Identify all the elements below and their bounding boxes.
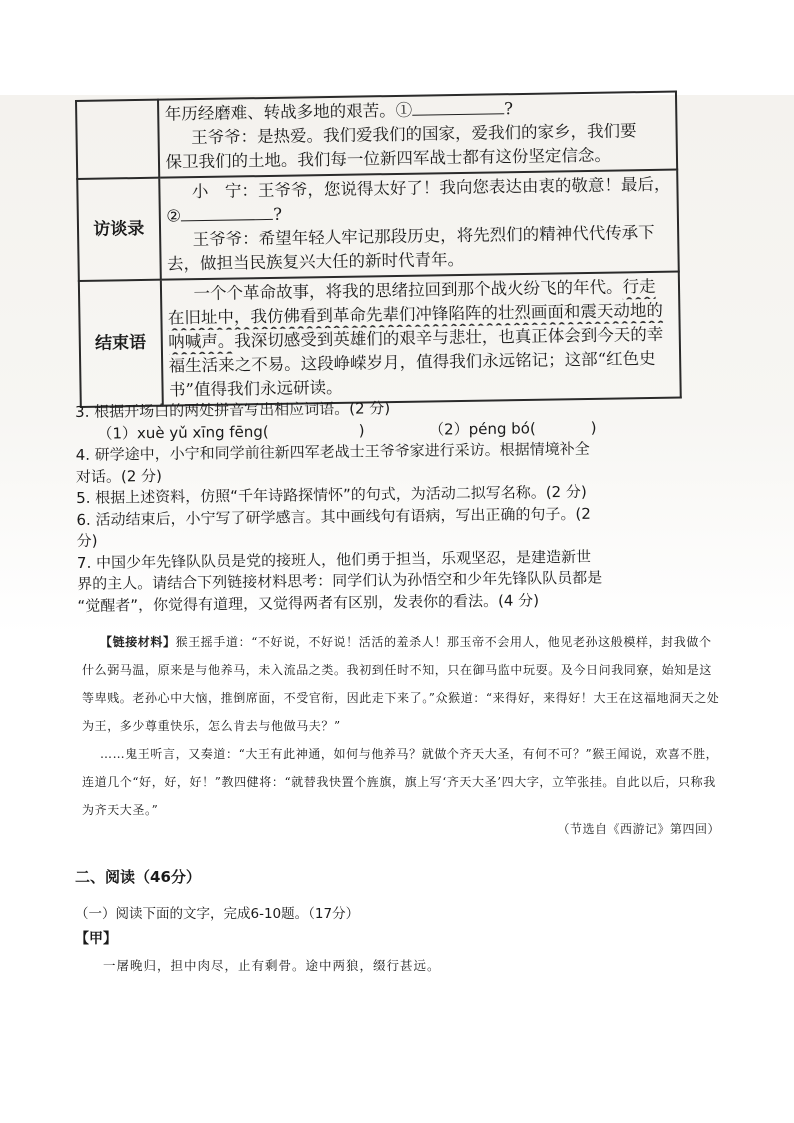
link-material-paragraph-2: ……鬼王听言，又奏道：“大王有此神通，如何与他养马？就做个齐天大圣，有何不可？”猴王闻说，欢喜不胜，连道几个“好，好，好！”教四健将：“就替我快置个旌旗，旗上写‘齐天大圣’四大字，立竿张挂。自此以后，只称我为齐天大圣。” [82, 747, 719, 817]
question-5: 5. 根据上述资料，仿照“千年诗路探情怀”的句式，为活动二拟写名称。(2 分) [76, 482, 587, 507]
question-7-line-3: “觉醒者”，你觉得有道理，又觉得两者有区别，发表你的看法。(4 分) [77, 590, 540, 615]
question-mark: ? [272, 204, 283, 224]
line-text: 书”值得我们永远研读。 [168, 377, 343, 400]
row-label: 结束语 [79, 280, 162, 407]
line-text: 王爷爷：是热爱。我们爱我们的国家，爱我们的家乡，我们要 [190, 121, 637, 148]
question-4-line-2: 对话。(2 分) [75, 466, 163, 486]
row-label [76, 100, 159, 179]
line-text: 去，做担当民族复兴大任的新时代青年。 [166, 249, 465, 274]
answer-blank[interactable] [181, 205, 273, 221]
underlined-sentence: 行走 [622, 276, 656, 297]
question-mark: ? [504, 99, 514, 119]
reading-section-title: 二、阅读（46分） [75, 868, 201, 886]
link-material-tag: 【链接材料】 [100, 635, 176, 649]
question-4-line-1: 4. 研学途中，小宁和同学前往新四军老战士王爷爷家进行采访。根据情境补全 [75, 439, 590, 464]
interview-table [75, 91, 682, 408]
excerpt-source: （节选自《西游记》第四回） [557, 822, 720, 836]
link-material [82, 628, 722, 824]
questions-block [75, 395, 648, 617]
link-material-paragraph-1: 【链接材料】猴王摇手道：“不好说，不好说！活活的羞杀人！那玉帝不会用人，他见老孙这般模样，封我做个什么弼马温，原来是与他养马，未入流品之类。我初到任时不知，只在御马监中玩耍。及今日问我同寮，始知是这等卑贱。老孙心中大恼，推倒席面，不受官衔，因此走下来了。”众猴道：“来得好，来得好！大王在这福地洞天之处为王，多少尊重快乐，怎么肯去与他做马夫？” [82, 635, 720, 733]
row-label: 访谈录 [77, 178, 160, 281]
question-3-pinyin: （1）xuè yǔ xīng fēng( ) （2）péng bó( ) [97, 418, 597, 443]
line-text: 保卫我们的土地。我们每一位新四军战士都有这份坚定信念。 [165, 145, 612, 172]
line-text: 年历经磨难、转战多地的艰苦。① [164, 100, 413, 124]
line-text: ② [166, 206, 182, 226]
passage-text: 一屠晚归，担中肉尽，止有剩骨。途中两狼，缀行甚远。 [103, 958, 441, 973]
table-row [77, 170, 679, 281]
part-label: 【甲】 [75, 931, 117, 947]
row-content [160, 272, 680, 406]
question-3: 3. 根据开场白的两处拼音写出相应词语。(2 分) [75, 399, 391, 421]
table-row [76, 92, 677, 179]
table-row [79, 272, 681, 407]
reading-instruction: （一）阅读下面的文字，完成6-10题。（17分） [75, 906, 360, 922]
underlined-sentence: 在旧址中，我仿佛看到革命先辈们冲锋陷阵的壮烈画面和震天动地的 [167, 300, 664, 328]
line-text: 福生活来之不易。这段峥嵘岁月，值得我们永远铭记；这部“红色史 [168, 348, 656, 376]
underlined-sentence: 呐喊声。 [168, 331, 235, 352]
row-content [158, 92, 678, 178]
answer-blank[interactable] [412, 99, 504, 115]
question-7-line-1: 7. 中国少年先锋队队员是党的接班人，他们勇于担当，乐观坚忍，是建造新世 [76, 547, 592, 572]
line-text: 小 宁：王爷爷，您说得太好了！我向您表达由衷的敬意！最后， [191, 174, 671, 202]
line-text: 王爷爷：希望年轻人牢记那段历史，将先烈们的精神代代传承下 [192, 222, 655, 250]
question-6-line-1: 6. 活动结束后，小宁写了研学感言。其中画线句有语病，写出正确的句子。(2 [76, 504, 591, 529]
line-text: 我深切感受到英雄们的艰辛与悲壮，也真正体会到今天的幸 [234, 324, 664, 351]
line-text: 一个个革命故事，将我的思绪拉回到那个战火纷飞的年代。 [193, 277, 623, 304]
row-content [159, 170, 679, 280]
question-6-line-2: 分) [76, 531, 98, 550]
question-7-line-2: 界的主人。请结合下列链接材料思考：同学们认为孙悟空和少年先锋队队员都是 [77, 568, 603, 593]
